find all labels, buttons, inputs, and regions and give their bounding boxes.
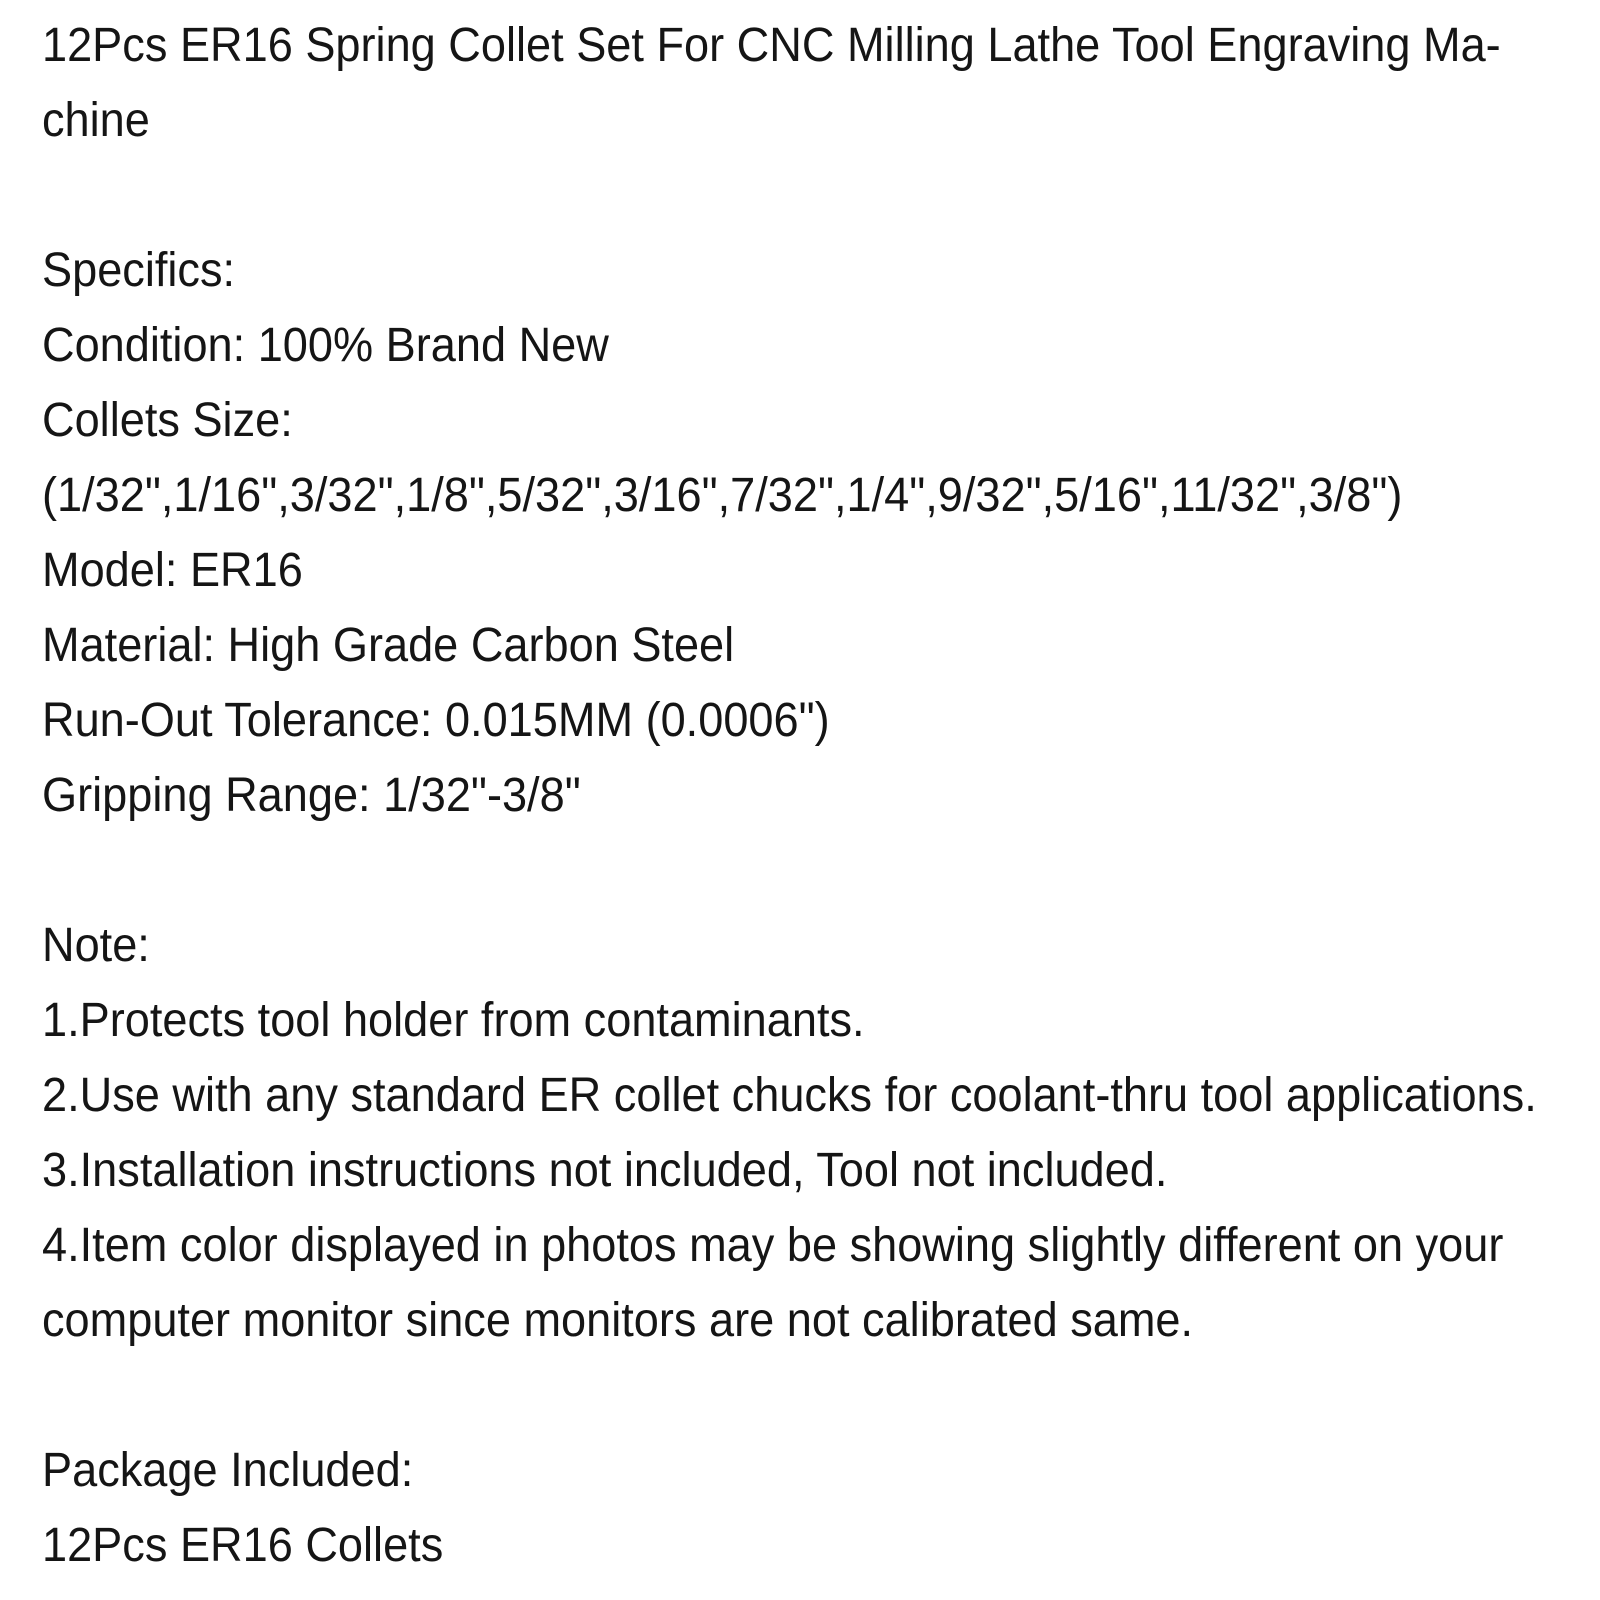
- spec-gripping-range: Gripping Range: 1/32"-3/8": [42, 769, 581, 822]
- product-title-line-2: chine: [42, 94, 150, 147]
- specifics-heading: Specifics:: [42, 244, 236, 297]
- spec-condition: Condition: 100% Brand New: [42, 319, 609, 372]
- package-heading: Package Included:: [42, 1444, 414, 1497]
- product-title: [42, 8, 1600, 158]
- blank-line: [42, 158, 1600, 233]
- note-item-2: 2.Use with any standard ER collet chucks for coolant-thru tool applications.: [42, 1069, 1537, 1122]
- blank-line: [42, 1358, 1600, 1433]
- note-item-4-line-2: computer monitor since monitors are not calibrated same.: [42, 1294, 1194, 1347]
- product-title-line-1: 12Pcs ER16 Spring Collet Set For CNC Milling Lathe Tool Engraving Ma-: [42, 19, 1501, 72]
- package-item-1: 12Pcs ER16 Collets: [42, 1519, 444, 1572]
- note-item-4-line-1: 4.Item color displayed in photos may be showing slightly different on your: [42, 1219, 1504, 1272]
- blank-line: [42, 833, 1600, 908]
- spec-model: Model: ER16: [42, 544, 303, 597]
- specifics-section: [42, 233, 1600, 833]
- package-section: [42, 1433, 1600, 1583]
- spec-run-out-tolerance: Run-Out Tolerance: 0.015MM (0.0006"): [42, 694, 830, 747]
- spec-collets-size-label: Collets Size:: [42, 394, 293, 447]
- note-heading: Note:: [42, 919, 150, 972]
- spec-collets-sizes: (1/32",1/16",3/32",1/8",5/32",3/16",7/32",1/4",9/32",5/16",11/32",3/8"): [42, 469, 1403, 522]
- note-item-3: 3.Installation instructions not included, Tool not included.: [42, 1144, 1168, 1197]
- spec-material: Material: High Grade Carbon Steel: [42, 619, 735, 672]
- note-item-1: 1.Protects tool holder from contaminants.: [42, 994, 865, 1047]
- note-section: [42, 908, 1600, 1358]
